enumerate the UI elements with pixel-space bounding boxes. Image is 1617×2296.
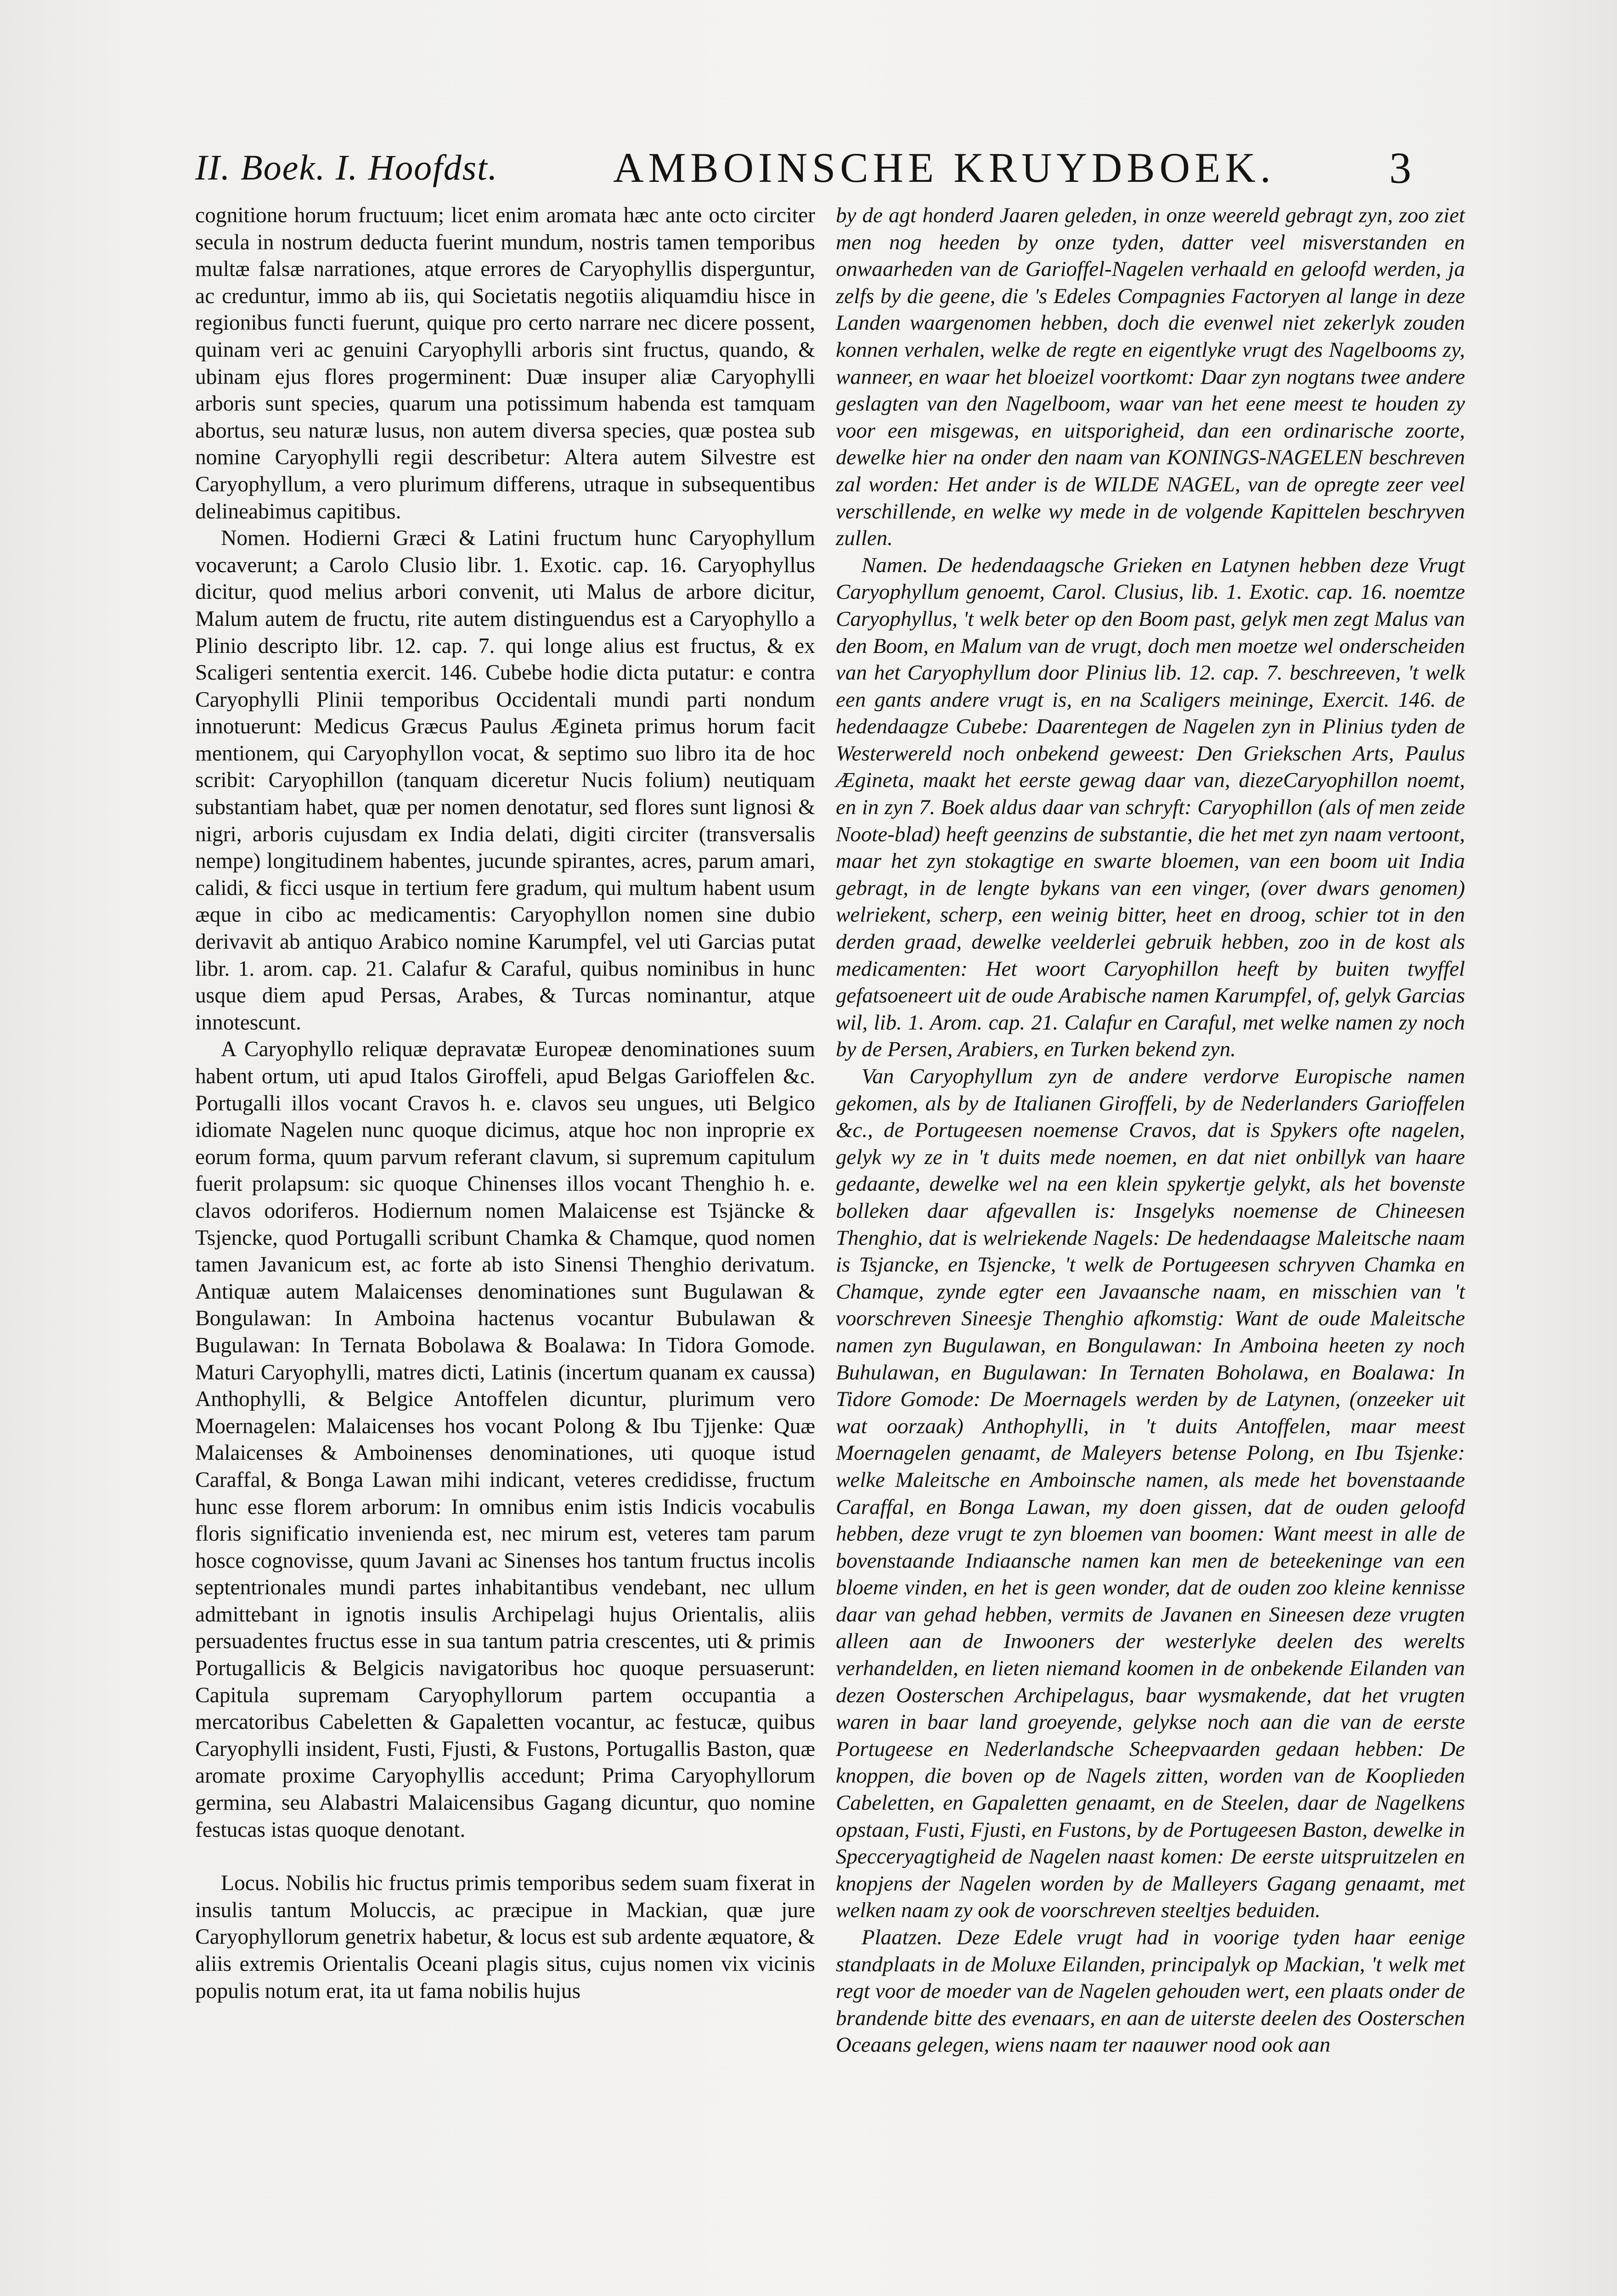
paragraph: Van Caryophyllum zyn de andere verdorve Europische namen gekomen, als by de Italianen Giroffeli, by de Nederlanders Garioffelen &c., de Portugeesen noemense Cravos, dat is Spykers ofte nagelen, gelyk wy ze in 't duits mede noemen, en dat niet onbillyk van haare gedaante, dewelke wel na een klein spykertje gelykt, als het bovenste bolleken daar afgevallen is: Insgelyks noemense de Chineesen Thenghio, dat is welriekende Nagels: De hedendaagse Maleitsche naam is Tsjancke, en Tsjencke, 't welk de Portugeesen schryven Chamka en Chamque, zynde egter een Javaansche naam, en misschien van 't voorschreven Sineesje Thenghio afkomstig: Want de oude Maleitsche namen zyn Bugulawan, en Bongulawan: In Amboina heeten zy noch Buhulawan, en Bugulawan: In Ternaten Boholawa, en Boalawa: In Tidore Gomode: De Moernagels werden by de Latynen, (onzeeker uit wat oorzaak) Anthophylli, in 't duits Antoffelen, maar meest Moernagelen genaamt, de Maleyers betense Polong, en Ibu Tsjenke: welke Maleitsche en Amboinsche namen, als mede het bovenstaande Caraffal, en Bonga Lawan, my doen gissen, dat de ouden geloofd hebben, deze vrugt te zyn bloemen van boomen: Want meest in alle de bovenstaande Indiaansche namen kan men de beteekeninge van een bloeme vinden, en het is geen wonder, dat de ouden zoo kleine kennisse daar van gehad hebben, vermits de Javanen en Sineesen deze vrugten alleen aan de Inwooners der westerlyke deelen des werelts verhandelden, en lieten niemand koomen in de onbekende Eilanden van dezen Oosterschen Archipelagus, baar wysmakende, dat het vrugten waren in baar land groeyende, gelykse noch aan die van de eerste Portugeese en Nederlandsche Scheepvaarden gedaan hebben: De knoppen, die boven op de Nagels zitten, worden van de Kooplieden Cabeletten, en Gapaletten genaamt, en de Steelen, daar de Nagelkens opstaan, Fusti, Fjusti, en Fustons, by de Portugeesen Baston, dewelke in Specceryagtigheid de Nagelen naast komen: De eerste uitspruitzelen en knopjens der Nagelen worden by de Malleyers Gagang genaamt, met welken naam zy ook de voorschreven steeltjes beduiden.: [836, 1064, 1465, 1923]
header-title: AMBOINSCHE KRUYDBOEK.: [613, 144, 1275, 191]
running-header: [195, 138, 1435, 193]
paragraph: Nomen. Hodierni Græci & Latini fructum hunc Caryophyllum vocaverunt; a Carolo Clusio libr. 1. Exotic. cap. 16. Caryophyllus dicitur, quod melius arbori convenit, uti Malus de arbore dicitur, Malum autem de fructu, rite autem distinguendus est a Caryophyllo a Plinio descripto libr. 12. cap. 7. qui longe alius est fructus, & ex Scaligeri sententia exercit. 146. Cubebe hodie dicta putatur: e contra Caryophylli Plinii temporibus Occidentali mundi parti nondum innotuerunt: Medicus Græcus Paulus Ægineta primus horum facit mentionem, qui Caryophyllon vocat, & septimo suo libro ita de hoc scribit: Caryophillon (tanquam diceretur Nucis folium) neutiquam substantiam habet, quæ per nomen denotatur, sed flores sunt lignosi & nigri, arboris cujusdam ex India delati, digiti circiter (transversalis nempe) longitudinem habentes, jucunde spirantes, acres, parum amari, calidi, & ficci usque in tertium fere gradum, qui multum habent usum æque in cibo ac medicamentis: Caryophyllon nomen sine dubio derivavit ab antiquo Arabico nomine Karumpfel, vel uti Garcias putat libr. 1. arom. cap. 21. Calafur & Caraful, quibus nominibus in hunc usque diem apud Persas, Arabes, & Turcas nominantur, atque innotescunt.: [195, 526, 815, 1035]
header-book-chapter: II. Boek. I. Hoofdst.: [195, 147, 498, 187]
paragraph: Locus. Nobilis hic fructus primis temporibus sedem suam fixerat in insulis tantum Moluccis, ac præcipue in Mackian, quæ jure Caryophyllorum genetrix habetur, & locus est sub ardente æquatore, & aliis extremis Orientalis Oceani plagis situs, cujus nomen vix vicinis populis notum erat, ita ut fama nobilis hujus: [195, 1871, 815, 2003]
paragraph: Namen. De hedendaagsche Grieken en Latynen hebben deze Vrugt Caryophyllum genoemt, Carol. Clusius, lib. 1. Exotic. cap. 16. noemtze Caryophyllus, 't welk beter op den Boom past, gelyk men zegt Malus van den Boom, en Malum van de vrugt, doch men moetze wel onderscheiden van het Caryophyllum door Plinius lib. 12. cap. 7. beschreeven, 't welk een gants andere vrugt is, en na Scaligers meininge, Exercit. 146. de hedendaagze Cubebe: Daarentegen de Nagelen zyn in Plinius tyden de Westerwereld noch onbekend geweest: Den Griekschen Arts, Paulus Ægineta, maakt het eerste gewag daar van, diezeCaryophillon noemt, en in zyn 7. Boek aldus daar van schryft: Caryophillon (als of men zeide Noote-blad) heeft geenzins de substantie, die het met zyn naam vertoont, maar het zyn stokagtige en swarte bloemen, van een boom uit India gebragt, in de lengte bykans van een vinger, (over dwars genomen) welriekent, scherp, een weinig bitter, heet en droog, schier tot in den derden graad, dewelke veelderlei gebruik hebben, zoo in de kost als medicamenten: Het woort Caryophillon heeft by buiten twyffel gefatsoeneert uit de oude Arabische namen Karumpfel, of, gelyk Garcias wil, lib. 1. Arom. cap. 21. Calafur en Caraful, met welke namen zy noch by de Persen, Arabiers, en Turken bekend zyn.: [836, 553, 1465, 1062]
paragraph: by de agt honderd Jaaren geleden, in onze weereld gebragt zyn, zoo ziet men nog heeden by onze tyden, datter veel misverstanden en onwaarheden van de Garioffel-Nagelen verhaald en geloofd werden, ja zelfs by die geene, die 's Edeles Compagnies Factoryen al lange in deze Landen waargenomen hebben, doch die evenwel niet zekerlyk zouden konnen verhalen, welke de regte en eigentlyke vrugt des Nagelbooms zy, wanneer, en waar het bloeizel voortkomt: Daar zyn nogtans twee andere geslagten van den Nagelboom, waar van het eene meest te houden zy voor een misgewas, en uitsporigheid, dan een ordinarische zoorte, dewelke hier na onder den naam van KONINGS-NAGELEN beschreven zal worden: Het ander is de WILDE NAGEL, van de opregte zeer veel verschillende, en welke wy mede in de volgende Kapittelen beschryven zullen.: [836, 203, 1465, 551]
paragraph: A Caryophyllo reliquæ depravatæ Europeæ denominationes suum habent ortum, uti apud Italos Giroffeli, apud Belgas Garioffelen &c. Portugalli illos vocant Cravos h. e. clavos seu ungues, uti Belgico idiomate Nagelen nunc quoque dicimus, atque hoc non inproprie ex eorum forma, quum parvum referant clavum, si supremum capitulum fuerit prolapsum: sic quoque Chinenses illos vocant Thenghio h. e. clavos odoriferos. Hodiernum nomen Malaicense est Tsjäncke & Tsjencke, quod Portugalli scribunt Chamka & Chamque, quod nomen tamen Javanicum est, ac forte ab isto Sinensi Thenghio derivatum. Antiquæ autem Malaicenses denominationes sunt Bugulawan & Bongulawan: In Amboina hactenus vocantur Bubulawan & Bugulawan: In Ternata Bobolawa & Boalawa: In Tidora Gomode. Maturi Caryophylli, matres dicti, Latinis (incertum quanam ex caussa) Anthophylli, & Belgice Antoffelen dicuntur, plurimum vero Moernagelen: Malaicenses hos vocant Polong & Ibu Tjjenke: Quæ Malaicenses & Amboinenses denominationes, uti quoque istud Caraffal, & Bonga Lawan mihi indicant, veteres credidisse, fructum hunc esse florem arborum: In omnibus enim istis Indicis vocabulis floris significatio invenienda est, nec mirum est, veteres tam parum hosce cognovisse, quum Javani ac Sinenses hos tantum fructus incolis septentrionales mundi partes inhabitantibus vendebant, nec ullum admittebant in ignotis insulis Archipelagi hujus Orientalis, aliis persuadentes fructus esse in sua tantum patria crescentes, uti & primis Portugallicis & Belgicis navigatoribus hoc quoque persuaserunt: Capitula supremam Caryophyllorum partem occupantia a mercatoribus Cabeletten & Gapaletten vocantur, ac festucæ, quibus Caryophylli insident, Fusti, Fjusti, & Fustons, Portugallis Baston, quæ aromate proxime Caryophyllis accedunt; Prima Caryophyllorum germina, seu Alabastri Malaicensibus Gagang dicuntur, quo nomine festucas istas quoque denotant.: [195, 1037, 815, 1842]
page-number: 3: [1389, 143, 1411, 192]
paragraph: Plaatzen. Deze Edele vrugt had in voorige tyden haar eenige standplaats in de Moluxe Eilanden, principalyk op Mackian, 't welk met regt voor de moeder van de Nagelen gehouden wert, een plaats onder de brandende bitte des evenaars, en aan de uiterste deelen des Oosterschen Oceaans gelegen, wiens naam ter naauwer nood ook aan: [836, 1925, 1465, 2057]
paragraph: cognitione horum fructuum; licet enim aromata hæc ante octo circiter secula in nostrum deducta fuerint mundum, nostris tamen temporibus multæ falsæ narrationes, atque errores de Caryophyllis disperguntur, ac creduntur, immo ab iis, qui Societatis negotiis aliquamdiu hisce in regionibus functi fuerunt, quique pro certo narrare nec dicere possent, quinam veri ac genuini Caryophylli arboris sint fructus, quando, & ubinam ejus flores progerminent: Duæ insuper aliæ Caryophylli arboris sunt species, quarum una potissimum habenda est tamquam abortus, seu naturæ lusus, non autem diversa species, quæ postea sub nomine Caryophylli regii describetur: Altera autem Silvestre est Caryophyllum, a vero plurimum differens, utraque in subsequentibus delineabimus capitibus.: [195, 203, 815, 523]
dutch-column: [836, 202, 1465, 2296]
latin-column: [195, 202, 815, 2296]
